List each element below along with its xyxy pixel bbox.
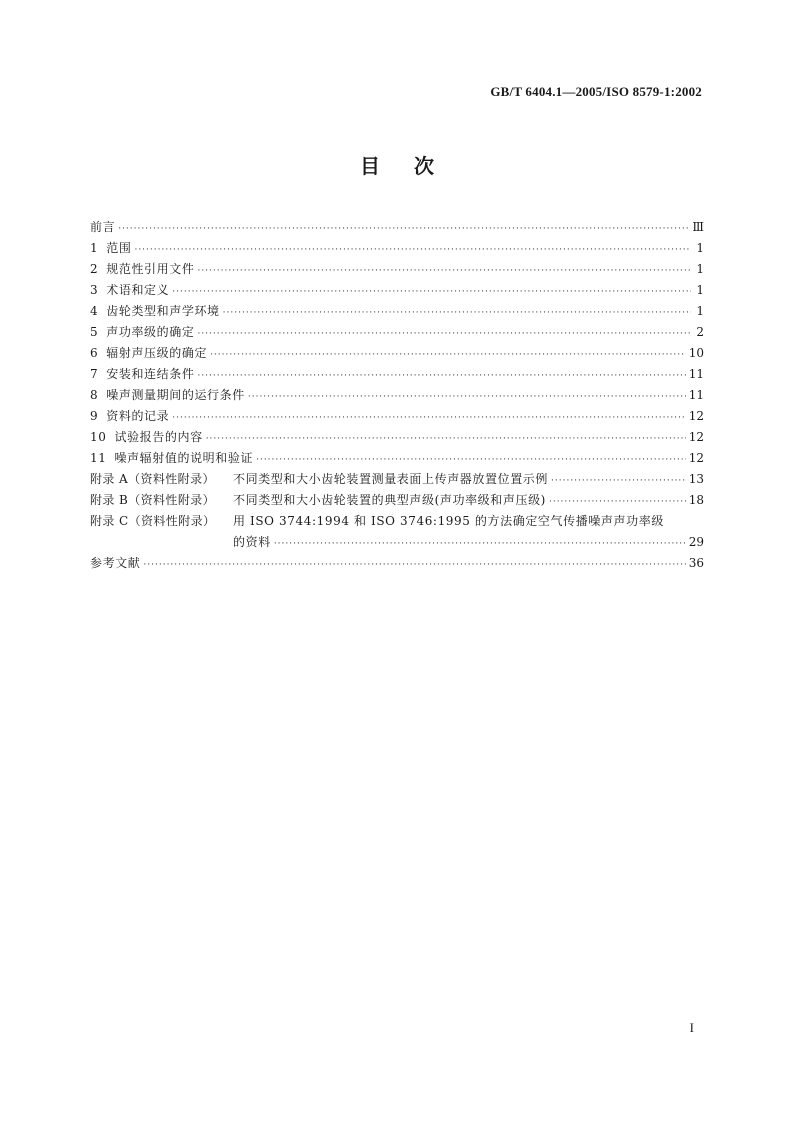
dot-leader <box>197 366 685 387</box>
toc-entry-page: 2 <box>696 325 704 339</box>
toc-entry-label <box>90 427 203 448</box>
toc-entry-label <box>90 238 131 259</box>
toc-entry-text-continued: 的资料 <box>233 535 271 549</box>
toc-entry-label <box>90 490 546 511</box>
standard-id-header: GB/T 6404.1—2005/ISO 8579-1:2002 <box>490 84 702 99</box>
toc-entry-page: 1 <box>696 283 704 297</box>
toc-entry-page: 36 <box>688 556 704 570</box>
dot-leader <box>206 429 686 450</box>
toc-entry-label <box>90 280 169 301</box>
toc-entry-text: 试验报告的内容 <box>114 430 203 444</box>
toc-entry-page: 11 <box>688 367 704 381</box>
toc-entry-text: 范围 <box>106 241 132 255</box>
toc-entry-label <box>90 322 194 343</box>
dot-leader <box>197 261 691 282</box>
toc-entry-text: 不同类型和大小齿轮装置测量表面上传声器放置位置示例 <box>233 472 549 486</box>
toc-entry-label <box>90 469 548 490</box>
toc-entry-label <box>90 364 194 385</box>
dot-leader <box>118 219 689 240</box>
toc-entry-text: 噪声测量期间的运行条件 <box>106 388 245 402</box>
dot-leader <box>134 240 691 261</box>
toc-entry-label <box>90 343 207 364</box>
dot-leader <box>256 450 686 471</box>
toc-entry-page: 1 <box>696 304 704 318</box>
dot-leader <box>143 555 685 576</box>
annex-prefix: 附录 B（资料性附录） <box>90 493 216 507</box>
dot-leader <box>223 303 691 324</box>
toc-entry-3[interactable] <box>90 280 704 301</box>
toc-entry-label: 前言 <box>90 220 116 234</box>
toc-annex-a[interactable] <box>90 469 704 490</box>
dot-leader <box>210 345 686 366</box>
toc-entry-page: 10 <box>688 346 704 360</box>
toc-entry-text: 噪声辐射值的说明和验证 <box>114 451 254 465</box>
page-number: I <box>689 1020 694 1035</box>
toc-entry-page: 1 <box>696 262 704 276</box>
toc-annex-c-continued[interactable] <box>90 532 704 553</box>
dot-leader <box>274 534 686 555</box>
toc-entry-number: 5 <box>90 325 99 339</box>
page-title: 目次 <box>360 154 468 178</box>
dot-leader <box>172 408 685 429</box>
dot-leader <box>551 471 686 492</box>
annex-prefix: 附录 A（资料性附录） <box>90 472 215 486</box>
toc-entry-text: 规范性引用文件 <box>106 262 195 276</box>
dot-leader <box>549 492 686 513</box>
toc-entry-label: 参考文献 <box>90 556 141 570</box>
toc-entry-label <box>90 385 245 406</box>
toc-entry-page: 11 <box>688 388 704 402</box>
toc-entry-8[interactable] <box>90 385 704 406</box>
toc-entry-number: 3 <box>90 283 99 297</box>
toc-entry-text: 辐射声压级的确定 <box>106 346 208 360</box>
dot-leader <box>197 324 691 345</box>
toc-entry-2[interactable] <box>90 259 704 280</box>
toc-entry-number: 8 <box>90 388 99 402</box>
table-of-contents <box>90 217 704 574</box>
toc-entry-6[interactable] <box>90 343 704 364</box>
toc-entry-number: 11 <box>90 451 107 465</box>
dot-leader <box>248 387 686 408</box>
toc-entry-text: 术语和定义 <box>106 283 170 297</box>
toc-entry-number: 7 <box>90 367 99 381</box>
toc-entry-foreword[interactable] <box>90 217 704 238</box>
toc-entry-page: 12 <box>688 409 704 423</box>
toc-entry-page: 1 <box>696 241 704 255</box>
toc-entry-4[interactable] <box>90 301 704 322</box>
toc-entry-number: 9 <box>90 409 99 423</box>
toc-entry-label <box>90 406 169 427</box>
toc-entry-number: 1 <box>90 241 99 255</box>
toc-entry-text: 安装和连结条件 <box>106 367 195 381</box>
toc-entry-page: 13 <box>688 472 704 486</box>
toc-entry-page: 12 <box>688 451 704 465</box>
toc-annex-c[interactable] <box>90 511 704 532</box>
toc-entry-9[interactable] <box>90 406 704 427</box>
annex-prefix: 附录 C（资料性附录） <box>90 514 216 528</box>
toc-entry-7[interactable] <box>90 364 704 385</box>
toc-entry-number: 6 <box>90 346 99 360</box>
toc-annex-b[interactable] <box>90 490 704 511</box>
toc-entry-references[interactable] <box>90 553 704 574</box>
toc-entry-label <box>90 448 253 469</box>
toc-entry-number: 10 <box>90 430 107 444</box>
toc-entry-page: 29 <box>688 535 704 549</box>
toc-entry-page: Ⅲ <box>692 220 704 234</box>
toc-entry-5[interactable] <box>90 322 704 343</box>
toc-entry-10[interactable] <box>90 427 704 448</box>
toc-entry-1[interactable] <box>90 238 704 259</box>
toc-entry-label <box>90 511 664 532</box>
toc-entry-page: 18 <box>688 493 704 507</box>
toc-entry-number: 4 <box>90 304 99 318</box>
toc-entry-text: 齿轮类型和声学环境 <box>106 304 220 318</box>
toc-entry-number: 2 <box>90 262 99 276</box>
toc-entry-page: 12 <box>688 430 704 444</box>
toc-entry-11[interactable] <box>90 448 704 469</box>
toc-entry-text: 用 ISO 3744:1994 和 ISO 3746:1995 的方法确定空气传播噪声声功率级 <box>233 514 664 528</box>
dot-leader <box>172 282 691 303</box>
toc-entry-text: 不同类型和大小齿轮装置的典型声级(声功率级和声压级) <box>233 493 546 507</box>
toc-entry-text: 声功率级的确定 <box>106 325 195 339</box>
toc-entry-label <box>90 301 220 322</box>
toc-entry-label <box>90 259 194 280</box>
toc-entry-text: 资料的记录 <box>106 409 170 423</box>
